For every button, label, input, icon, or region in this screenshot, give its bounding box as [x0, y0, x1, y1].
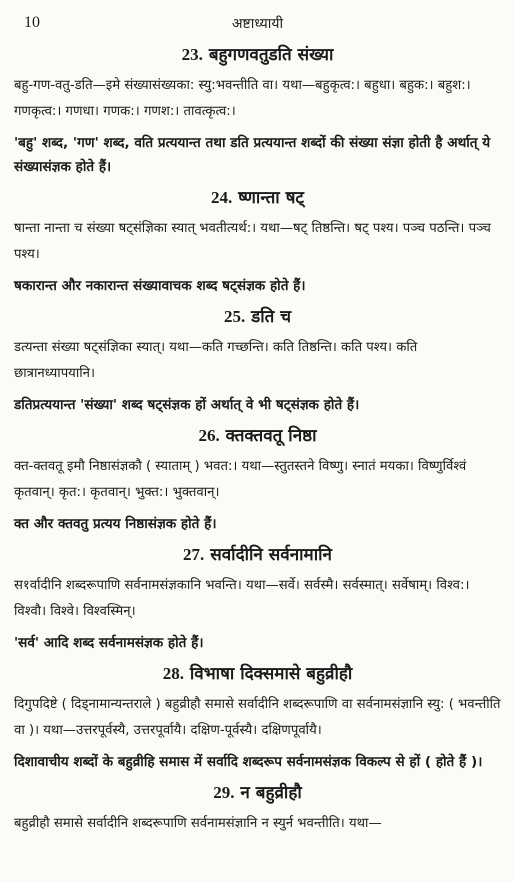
hindi-explanation: 'सर्व' आदि शब्द सर्वनामसंज्ञक होते हैं। — [14, 635, 204, 651]
sutra-heading-27 — [14, 542, 501, 565]
sutra-number: 23. — [181, 45, 203, 64]
sutra-number: 28. — [162, 664, 184, 683]
book-title: अष्टाध्यायी — [231, 16, 284, 32]
running-header — [14, 14, 501, 36]
sutra-text: क्तक्तवतू निष्ठा — [225, 426, 317, 446]
sutra-text: डति च — [251, 307, 292, 327]
sanskrit-commentary: क्त-क्तवतू इमौ निष्ठासंज्ञकौ ( स्याताम् ) भवत:। यथा—स्तुतस्तने विष्णु। स्नातं मयका। विष्णुर्विश्वं कृतवान्। कृत:। कृतवान्। भुक्त:। भुक्तवान्। — [14, 459, 467, 500]
sutra-number: 24. — [211, 188, 233, 207]
sutra-text: बहुगणवतुडति संख्या — [208, 45, 334, 65]
sanskrit-commentary: बहु-गण-वतु-डति—इमे संख्यासंख्यका: स्यु:भवन्तीति वा। यथा—बहुकृत्व:। बहुधा। बहुक:। बहुश:। गणकृत्व:। गणधा। गणक:। गणश:। तावत्कृत्व:। — [14, 78, 471, 119]
sutra-heading-28 — [14, 661, 501, 684]
page-number: 10 — [24, 14, 40, 31]
sanskrit-commentary: स१र्वादीनि शब्दरूपाणि सर्वनामसंज्ञकानि भवन्ति। यथा—सर्वे। सर्वस्मै। सर्वस्मात्। सर्वेषाम्। विश्व:। विश्वौ। विश्वे। विश्वस्मिन्। — [14, 578, 470, 619]
sutra-heading-23 — [14, 42, 501, 65]
sanskrit-commentary: षान्ता नान्ता च संख्या षट्संज्ञिका स्यात् भवतीत्यर्थ:। यथा—षट् तिष्ठन्ति। षट् पश्य। पञ्च पठन्ति। पञ्च पश्य। — [14, 221, 491, 262]
sutra-text: ष्णान्ता षट् — [238, 188, 304, 208]
sutra-number: 27. — [183, 545, 205, 564]
sutra-heading-26 — [14, 423, 501, 446]
hindi-explanation: डतिप्रत्ययान्त 'संख्या' शब्द षट्संज्ञक हों अर्थात् वे भी षट्संज्ञक होते हैं। — [14, 397, 360, 413]
hindi-explanation: षकारान्त और नकारान्त संख्यावाचक शब्द षट्संज्ञक होते हैं। — [14, 278, 306, 294]
sanskrit-commentary: दिगुपदिष्टे ( दिड्नामान्यन्तराले ) बहुव्रीहौ समासे सर्वादीनि शब्दरूपाणि वा सर्वनामसंज्ञानि स्यु: ( भवन्तीति वा )। यथा—उत्तरपूर्वस्यै, उत्तरपूर्वायै। दक्षिण-पूर्वस्यै। दक्षिणपूर्वायै। — [14, 697, 501, 738]
sutra-heading-24 — [14, 185, 501, 208]
sutra-heading-29 — [14, 780, 501, 803]
sutra-number: 26. — [198, 426, 220, 445]
hindi-explanation: दिशावाचीय शब्दों के बहुव्रीहि समास में सर्वादि शब्दरूप सर्वनामसंज्ञक विकल्प से हों ( होते हैं )। — [14, 754, 483, 770]
sanskrit-commentary: डत्यन्ता संख्या षट्संज्ञिका स्यात्। यथा—कति गच्छन्ति। कति तिष्ठन्ति। कति पश्य। कति छात्रानध्यापयानि। — [14, 340, 418, 381]
sutra-text: न बहुव्रीहौ — [240, 783, 302, 803]
sutra-text: सर्वादीनि सर्वनामानि — [210, 545, 332, 565]
hindi-explanation: 'बहु' शब्द, 'गण' शब्द, वति प्रत्ययान्त तथा डति प्रत्ययान्त शब्दों की संख्या संज्ञा होती है अर्थात् ये संख्यासंज्ञक होते हैं। — [14, 135, 491, 175]
hindi-explanation: क्त और क्तवतु प्रत्यय निष्ठासंज्ञक होते हैं। — [14, 516, 217, 532]
sutra-number: 25. — [223, 307, 246, 326]
sutra-text: विभाषा दिक्समासे बहुव्रीहौ — [189, 664, 353, 684]
sutra-number: 29. — [213, 783, 235, 802]
sutra-heading-25 — [14, 304, 501, 327]
sanskrit-commentary: बहुव्रीहौ समासे सर्वादीनि शब्दरूपाणि सर्वनामसंज्ञानि न स्युर्न भवन्तीति। यथा— — [14, 816, 382, 831]
